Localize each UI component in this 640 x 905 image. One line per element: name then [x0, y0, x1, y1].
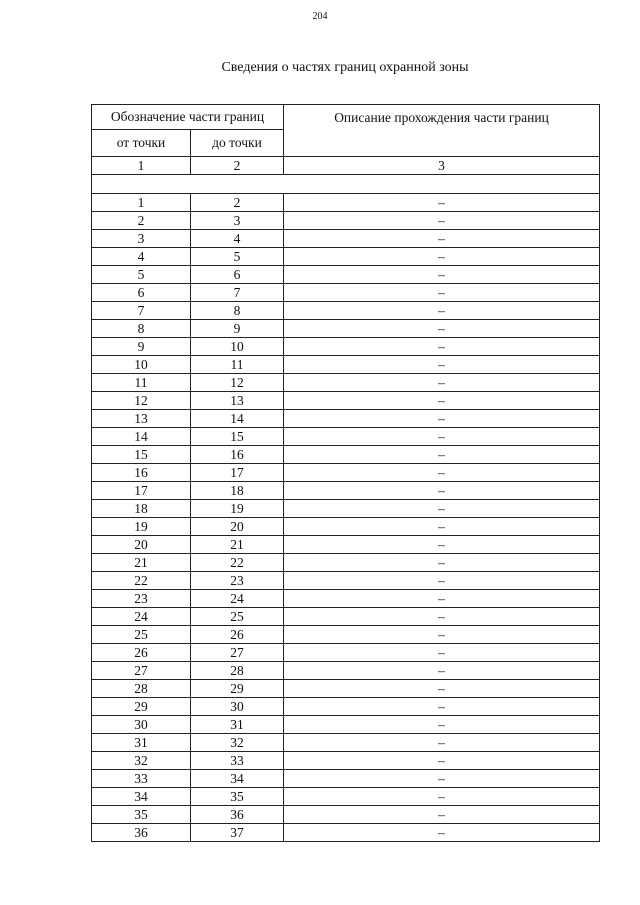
from-point-cell: 2 — [92, 212, 191, 230]
from-point-cell: 13 — [92, 410, 191, 428]
table-row — [92, 518, 600, 536]
header-from-point: от точки — [92, 130, 191, 157]
from-point-cell: 9 — [92, 338, 191, 356]
to-point-cell: 9 — [191, 320, 284, 338]
header-boundary-part-designation: Обозначение части границ — [92, 105, 284, 130]
to-point-cell: 34 — [191, 770, 284, 788]
to-point-cell: 29 — [191, 680, 284, 698]
from-point-cell: 31 — [92, 734, 191, 752]
from-point-cell: 16 — [92, 464, 191, 482]
from-point-cell: 19 — [92, 518, 191, 536]
table-row — [92, 266, 600, 284]
table-row — [92, 572, 600, 590]
from-point-cell: 12 — [92, 392, 191, 410]
from-point-cell: 22 — [92, 572, 191, 590]
section-row — [92, 175, 600, 194]
from-point-cell: 34 — [92, 788, 191, 806]
page-number: 204 — [312, 11, 328, 22]
from-point-cell: 15 — [92, 446, 191, 464]
to-point-cell: 17 — [191, 464, 284, 482]
description-cell: – — [284, 590, 600, 608]
table-row — [92, 554, 600, 572]
table-row — [92, 464, 600, 482]
to-point-cell: 7 — [191, 284, 284, 302]
description-cell: – — [284, 554, 600, 572]
to-point-cell: 26 — [191, 626, 284, 644]
table-row — [92, 284, 600, 302]
from-point-cell: 27 — [92, 662, 191, 680]
description-cell: – — [284, 716, 600, 734]
to-point-cell: 2 — [191, 194, 284, 212]
table-row — [92, 698, 600, 716]
table-row — [92, 374, 600, 392]
to-point-cell: 31 — [191, 716, 284, 734]
to-point-cell: 10 — [191, 338, 284, 356]
description-cell: – — [284, 212, 600, 230]
table-row — [92, 392, 600, 410]
description-cell: – — [284, 518, 600, 536]
table-row — [92, 680, 600, 698]
to-point-cell: 16 — [191, 446, 284, 464]
description-cell: – — [284, 500, 600, 518]
description-cell: – — [284, 230, 600, 248]
to-point-cell: 27 — [191, 644, 284, 662]
from-point-cell: 17 — [92, 482, 191, 500]
description-cell: – — [284, 734, 600, 752]
description-cell: – — [284, 824, 600, 842]
to-point-cell: 25 — [191, 608, 284, 626]
description-cell: – — [284, 428, 600, 446]
boundary-parts-table — [91, 104, 600, 842]
description-cell: – — [284, 410, 600, 428]
table-row — [92, 320, 600, 338]
from-point-cell: 21 — [92, 554, 191, 572]
table-row — [92, 410, 600, 428]
description-cell: – — [284, 482, 600, 500]
header-to-point: до точки — [191, 130, 284, 157]
description-cell: – — [284, 356, 600, 374]
to-point-cell: 33 — [191, 752, 284, 770]
to-point-cell: 28 — [191, 662, 284, 680]
to-point-cell: 35 — [191, 788, 284, 806]
from-point-cell: 32 — [92, 752, 191, 770]
from-point-cell: 33 — [92, 770, 191, 788]
to-point-cell: 19 — [191, 500, 284, 518]
to-point-cell: 21 — [191, 536, 284, 554]
table-row — [92, 734, 600, 752]
to-point-cell: 11 — [191, 356, 284, 374]
table-row — [92, 500, 600, 518]
from-point-cell: 8 — [92, 320, 191, 338]
description-cell: – — [284, 770, 600, 788]
table-row — [92, 644, 600, 662]
table-row — [92, 230, 600, 248]
from-point-cell: 35 — [92, 806, 191, 824]
description-cell: – — [284, 680, 600, 698]
to-point-cell: 3 — [191, 212, 284, 230]
to-point-cell: 36 — [191, 806, 284, 824]
description-cell: – — [284, 446, 600, 464]
description-cell: – — [284, 662, 600, 680]
to-point-cell: 14 — [191, 410, 284, 428]
column-number-row — [92, 157, 600, 175]
description-cell: – — [284, 806, 600, 824]
to-point-cell: 6 — [191, 266, 284, 284]
table-row — [92, 752, 600, 770]
to-point-cell: 37 — [191, 824, 284, 842]
column-number: 2 — [191, 157, 284, 175]
from-point-cell: 24 — [92, 608, 191, 626]
to-point-cell: 22 — [191, 554, 284, 572]
description-cell: – — [284, 320, 600, 338]
table-row — [92, 806, 600, 824]
to-point-cell: 23 — [191, 572, 284, 590]
table-row — [92, 608, 600, 626]
to-point-cell: 15 — [191, 428, 284, 446]
table-row — [92, 482, 600, 500]
description-cell: – — [284, 644, 600, 662]
description-cell: – — [284, 572, 600, 590]
section-label — [92, 175, 600, 194]
from-point-cell: 26 — [92, 644, 191, 662]
table-row — [92, 194, 600, 212]
description-cell: – — [284, 392, 600, 410]
to-point-cell: 13 — [191, 392, 284, 410]
description-cell: – — [284, 248, 600, 266]
from-point-cell: 30 — [92, 716, 191, 734]
from-point-cell: 18 — [92, 500, 191, 518]
table-row — [92, 212, 600, 230]
from-point-cell: 20 — [92, 536, 191, 554]
table-row — [92, 626, 600, 644]
table-row — [92, 356, 600, 374]
description-cell: – — [284, 536, 600, 554]
table-row — [92, 428, 600, 446]
description-cell: – — [284, 608, 600, 626]
description-cell: – — [284, 752, 600, 770]
from-point-cell: 3 — [92, 230, 191, 248]
to-point-cell: 24 — [191, 590, 284, 608]
column-number: 3 — [284, 157, 600, 175]
to-point-cell: 5 — [191, 248, 284, 266]
table-row — [92, 662, 600, 680]
from-point-cell: 4 — [92, 248, 191, 266]
table-row — [92, 824, 600, 842]
column-number: 1 — [92, 157, 191, 175]
from-point-cell: 6 — [92, 284, 191, 302]
from-point-cell: 36 — [92, 824, 191, 842]
from-point-cell: 11 — [92, 374, 191, 392]
description-cell: – — [284, 788, 600, 806]
to-point-cell: 32 — [191, 734, 284, 752]
description-cell: – — [284, 338, 600, 356]
from-point-cell: 5 — [92, 266, 191, 284]
table-row — [92, 446, 600, 464]
description-cell: – — [284, 626, 600, 644]
description-cell: – — [284, 698, 600, 716]
from-point-cell: 23 — [92, 590, 191, 608]
description-cell: – — [284, 464, 600, 482]
table-row — [92, 536, 600, 554]
to-point-cell: 30 — [191, 698, 284, 716]
description-cell: – — [284, 302, 600, 320]
table-row — [92, 590, 600, 608]
from-point-cell: 14 — [92, 428, 191, 446]
header-row-group — [92, 105, 600, 130]
description-cell: – — [284, 284, 600, 302]
table-row — [92, 338, 600, 356]
from-point-cell: 7 — [92, 302, 191, 320]
description-cell: – — [284, 266, 600, 284]
document-title: Сведения о частях границ охранной зоны — [221, 60, 469, 75]
from-point-cell: 28 — [92, 680, 191, 698]
table-body — [92, 105, 600, 842]
description-cell: – — [284, 194, 600, 212]
table-row — [92, 248, 600, 266]
to-point-cell: 4 — [191, 230, 284, 248]
table-row — [92, 302, 600, 320]
description-cell: – — [284, 374, 600, 392]
to-point-cell: 8 — [191, 302, 284, 320]
from-point-cell: 25 — [92, 626, 191, 644]
to-point-cell: 20 — [191, 518, 284, 536]
header-description: Описание прохождения части границ — [284, 105, 600, 157]
to-point-cell: 18 — [191, 482, 284, 500]
table-row — [92, 788, 600, 806]
table-row — [92, 770, 600, 788]
to-point-cell: 12 — [191, 374, 284, 392]
from-point-cell: 29 — [92, 698, 191, 716]
from-point-cell: 10 — [92, 356, 191, 374]
table-row — [92, 716, 600, 734]
from-point-cell: 1 — [92, 194, 191, 212]
